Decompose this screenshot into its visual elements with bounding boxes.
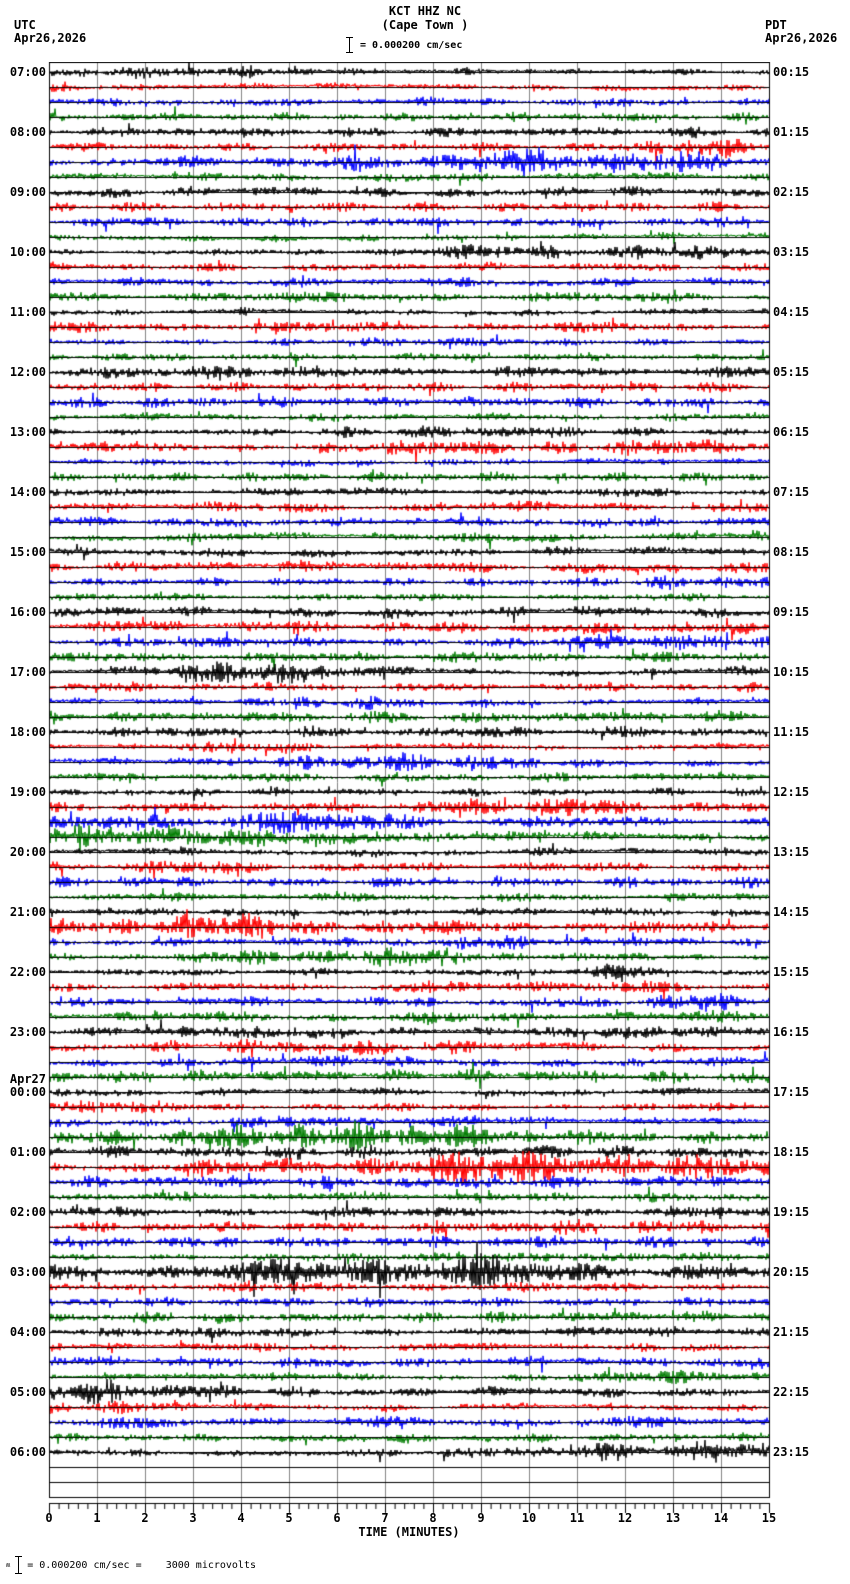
utc-hour-label: 11:00	[9, 305, 46, 319]
footer-bracket-icon	[15, 1556, 22, 1574]
utc-hour-label: 14:00	[9, 485, 46, 499]
helicorder-plot-canvas	[0, 62, 850, 1525]
pdt-hour-label: 11:15	[773, 725, 810, 739]
pdt-hour-label: 01:15	[773, 125, 810, 139]
pdt-hour-label: 14:15	[773, 905, 810, 919]
utc-timezone-label: UTC	[14, 18, 36, 32]
utc-date-label: Apr26,2026	[14, 31, 87, 45]
utc-hour-label: 07:00	[9, 65, 46, 79]
pdt-header	[765, 19, 837, 45]
x-tick-label: 4	[237, 1511, 245, 1525]
station-title: KCT HHZ NC	[388, 4, 462, 18]
pdt-hour-label: 04:15	[773, 305, 810, 319]
utc-hour-label: 09:00	[9, 185, 46, 199]
pdt-hour-label: 21:15	[773, 1325, 810, 1339]
footer-scale-note	[6, 1556, 256, 1574]
pdt-hour-label: 06:15	[773, 425, 810, 439]
pdt-hour-label: 10:15	[773, 665, 810, 679]
utc-hour-label: 05:00	[9, 1385, 46, 1399]
x-tick-label: 10	[521, 1511, 537, 1525]
utc-hour-label: 17:00	[9, 665, 46, 679]
utc-hour-label: 19:00	[9, 785, 46, 799]
scale-label: = 0.000200 cm/sec	[360, 39, 463, 51]
pdt-hour-label: 09:15	[773, 605, 810, 619]
x-tick-label: 8	[429, 1511, 437, 1525]
utc-date-rollover-label: Apr27	[9, 1072, 46, 1086]
amplitude-scale	[346, 37, 462, 53]
utc-hour-label: 10:00	[9, 245, 46, 259]
utc-hour-label: 06:00	[9, 1445, 46, 1459]
utc-hour-label: 15:00	[9, 545, 46, 559]
x-tick-label: 7	[381, 1511, 389, 1525]
pdt-hour-label: 02:15	[773, 185, 810, 199]
pdt-hour-label: 20:15	[773, 1265, 810, 1279]
x-tick-label: 13	[665, 1511, 681, 1525]
pdt-hour-label: 16:15	[773, 1025, 810, 1039]
scale-bracket-icon	[346, 37, 353, 53]
utc-hour-label: 20:00	[9, 845, 46, 859]
x-tick-label: 11	[569, 1511, 585, 1525]
pdt-hour-label: 19:15	[773, 1205, 810, 1219]
utc-hour-label: 22:00	[9, 965, 46, 979]
utc-hour-label: 01:00	[9, 1145, 46, 1159]
utc-hour-label: 18:00	[9, 725, 46, 739]
pdt-hour-label: 13:15	[773, 845, 810, 859]
pdt-hour-label: 00:15	[773, 65, 810, 79]
x-tick-label: 9	[477, 1511, 485, 1525]
utc-hour-label: 00:00	[9, 1085, 46, 1099]
pdt-date-label: Apr26,2026	[765, 31, 838, 45]
utc-hour-label: 21:00	[9, 905, 46, 919]
pdt-hour-label: 18:15	[773, 1145, 810, 1159]
pdt-hour-label: 05:15	[773, 365, 810, 379]
pdt-hour-label: 17:15	[773, 1085, 810, 1099]
waveform-glyph-icon: ʍ	[6, 1560, 11, 1569]
x-tick-label: 0	[45, 1511, 53, 1525]
pdt-hour-label: 22:15	[773, 1385, 810, 1399]
x-tick-label: 2	[141, 1511, 149, 1525]
pdt-hour-label: 03:15	[773, 245, 810, 259]
x-tick-label: 5	[285, 1511, 293, 1525]
utc-hour-label: 16:00	[9, 605, 46, 619]
pdt-hour-label: 23:15	[773, 1445, 810, 1459]
utc-hour-label: 13:00	[9, 425, 46, 439]
utc-hour-label: 23:00	[9, 1025, 46, 1039]
utc-hour-label: 04:00	[9, 1325, 46, 1339]
x-tick-label: 1	[93, 1511, 101, 1525]
x-axis-title: TIME (MINUTES)	[358, 1525, 460, 1539]
utc-hour-label: 12:00	[9, 365, 46, 379]
utc-hour-label: 02:00	[9, 1205, 46, 1219]
x-tick-label: 3	[189, 1511, 197, 1525]
x-tick-label: 6	[333, 1511, 341, 1525]
x-tick-label: 12	[617, 1511, 633, 1525]
utc-hour-label: 08:00	[9, 125, 46, 139]
pdt-hour-label: 15:15	[773, 965, 810, 979]
utc-header	[14, 19, 86, 45]
pdt-hour-label: 08:15	[773, 545, 810, 559]
pdt-hour-label: 07:15	[773, 485, 810, 499]
utc-hour-label: 03:00	[9, 1265, 46, 1279]
x-tick-label: 15	[761, 1511, 777, 1525]
pdt-hour-label: 12:15	[773, 785, 810, 799]
pdt-timezone-label: PDT	[765, 18, 787, 32]
footer-note-text: = 0.000200 cm/sec = 3000 microvolts	[27, 1559, 256, 1571]
x-tick-label: 14	[713, 1511, 729, 1525]
station-subtitle: (Cape Town )	[381, 18, 469, 32]
